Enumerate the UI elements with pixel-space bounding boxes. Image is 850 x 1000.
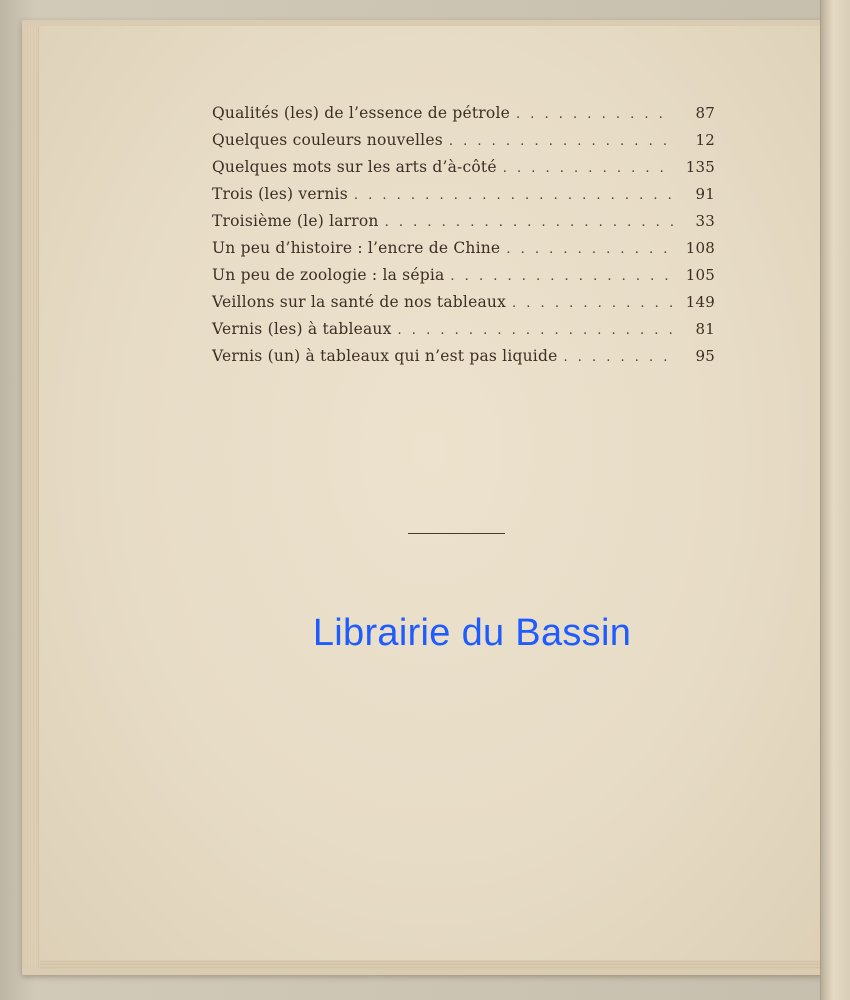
toc-entry (212, 131, 715, 158)
toc-entry-page: 12 (695, 131, 715, 149)
toc-entry (212, 293, 715, 320)
dot-leader (354, 188, 673, 203)
toc-entry-page: 91 (695, 185, 715, 203)
toc-entry (212, 347, 715, 374)
toc-entry-title: Un peu d’histoire : l’encre de Chine (212, 239, 501, 257)
toc-entry (212, 104, 715, 131)
table-of-contents (212, 104, 715, 374)
toc-entry (212, 266, 715, 293)
toc-entry-title: Un peu de zoologie : la sépia (212, 266, 445, 284)
toc-entry (212, 185, 715, 212)
toc-entry-title: Vernis (les) à tableaux (212, 320, 392, 338)
toc-entry-title: Troisième (le) larron (212, 212, 379, 230)
dot-leader (450, 269, 673, 284)
dot-leader (449, 134, 673, 149)
toc-entry (212, 212, 715, 239)
toc-entry-title: Veillons sur la santé de nos tableaux (212, 293, 507, 311)
watermark-text: Librairie du Bassin (312, 612, 632, 654)
toc-entry-title: Qualités (les) de l’essence de pétrole (212, 104, 510, 122)
dot-leader (516, 107, 673, 122)
toc-entry-page: 105 (685, 266, 715, 284)
toc-entry-page: 149 (685, 293, 715, 311)
toc-entry-page: 81 (695, 320, 715, 338)
page-edges-bottom (40, 960, 820, 970)
toc-entry (212, 320, 715, 347)
dot-leader (398, 323, 673, 338)
toc-entry-page: 135 (685, 158, 715, 176)
dot-leader (506, 242, 673, 257)
toc-entry (212, 158, 715, 185)
toc-entry-title: Trois (les) vernis (212, 185, 348, 203)
toc-entry-page: 108 (685, 239, 715, 257)
dot-leader (385, 215, 673, 230)
toc-entry-page: 87 (695, 104, 715, 122)
toc-entry (212, 239, 715, 266)
dot-leader (563, 350, 673, 365)
toc-entry-page: 33 (695, 212, 715, 230)
toc-entry-title: Vernis (un) à tableaux qui n’est pas liquide (212, 347, 558, 365)
section-divider (408, 533, 505, 534)
toc-entry-title: Quelques mots sur les arts d’à-côté (212, 158, 497, 176)
dot-leader (503, 161, 673, 176)
facing-page-edge (820, 0, 850, 1000)
dot-leader (512, 296, 673, 311)
toc-entry-page: 95 (695, 347, 715, 365)
toc-entry-title: Quelques couleurs nouvelles (212, 131, 443, 149)
